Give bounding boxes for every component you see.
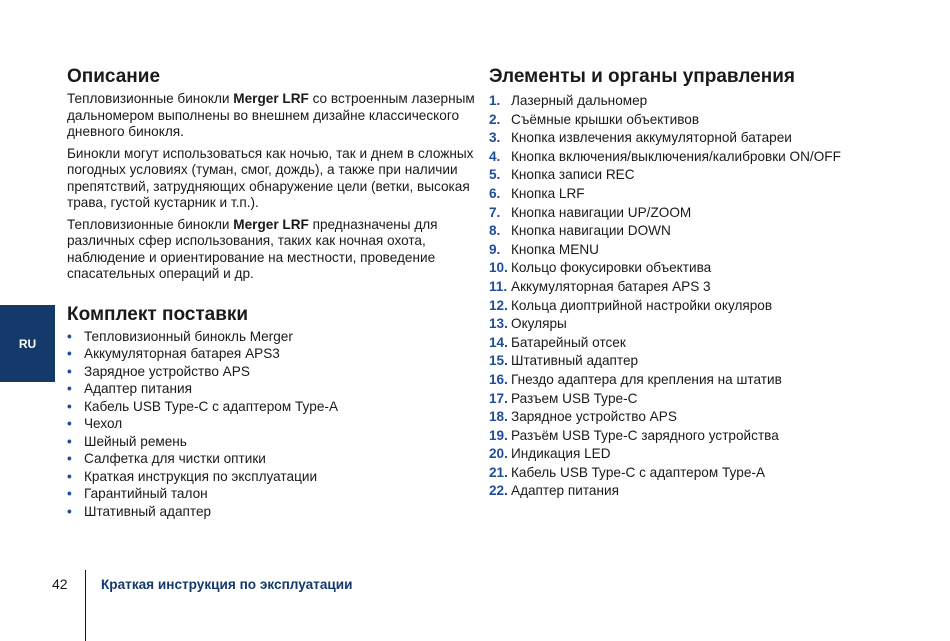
paragraph-text: предназначены для различных сфер использования, таких как ночная охота, наблюдение и ориентирование на местности, проведение спасательных операций и др. (67, 216, 438, 281)
element-item (489, 427, 909, 446)
bullet-icon: • (67, 486, 72, 501)
product-name: Merger LRF (233, 216, 309, 232)
description-paragraph (67, 217, 477, 283)
paragraph-text: Тепловизионные бинокли (67, 216, 234, 232)
element-number: 4. (489, 148, 501, 164)
bullet-icon: • (67, 363, 72, 379)
bullet-icon: • (67, 433, 72, 449)
kit-item (67, 345, 477, 363)
bullet-icon: • (67, 398, 72, 414)
paragraph-text: Бинокли могут использоваться как ночью, так и днем в сложных погодных условиях (туман, смог, дождь), а также при наличии препятствий, затрудняющих обнаружение цели (ветки, высокая трава, густой кустарник и т.п.). (67, 145, 474, 210)
element-label: Штативный адаптер (511, 353, 639, 369)
element-label: Кольцо фокусировки объектива (511, 260, 712, 276)
element-item (489, 111, 909, 130)
elements-list (489, 92, 909, 501)
kit-item (67, 450, 477, 468)
element-item (489, 222, 909, 241)
element-item (489, 166, 909, 185)
element-label: Кнопка извлечения аккумуляторной батареи (511, 130, 792, 146)
kit-item-label: Адаптер питания (84, 381, 192, 396)
element-number: 2. (489, 111, 501, 127)
bullet-icon: • (67, 328, 72, 344)
element-label: Гнездо адаптера для крепления на штатив (511, 371, 782, 387)
bullet-icon: • (67, 381, 72, 396)
kit-heading: Комплект поставки (67, 303, 249, 325)
element-item (489, 408, 909, 427)
element-label: Кнопка MENU (511, 241, 599, 257)
element-number: 21. (489, 464, 508, 480)
element-item (489, 464, 909, 483)
element-number: 5. (489, 167, 501, 183)
element-number: 16. (489, 371, 508, 387)
kit-list (67, 328, 477, 521)
element-item (489, 315, 909, 334)
element-label: Кнопка навигации UP/ZOOM (511, 204, 692, 220)
kit-item (67, 503, 477, 521)
kit-item-label: Штативный адаптер (84, 503, 212, 519)
element-item (489, 259, 909, 278)
kit-item-label: Тепловизионный бинокль Merger (84, 328, 293, 344)
kit-item-label: Салфетка для чистки оптики (84, 451, 266, 466)
kit-item-label: Шейный ремень (84, 433, 187, 449)
description-paragraph (67, 91, 477, 141)
footer-title: Краткая инструкция по эксплуатации (101, 577, 353, 592)
kit-item-label: Чехол (84, 416, 123, 431)
element-item (489, 241, 909, 260)
element-item (489, 278, 909, 297)
element-label: Батарейный отсек (511, 334, 626, 350)
element-label: Лазерный дальномер (511, 93, 648, 108)
element-number: 17. (489, 390, 508, 406)
element-number: 18. (489, 409, 508, 425)
bullet-icon: • (67, 503, 72, 519)
element-number: 11. (489, 278, 508, 294)
kit-item-label: Краткая инструкция по эксплуатации (84, 468, 318, 484)
kit-item-label: Аккумуляторная батарея APS3 (84, 346, 280, 361)
product-name: Merger LRF (233, 91, 309, 106)
element-label: Окуляры (511, 316, 567, 332)
element-item (489, 390, 909, 409)
element-number: 12. (489, 297, 508, 313)
kit-item (67, 328, 477, 346)
element-item (489, 148, 909, 167)
element-number: 14. (489, 334, 508, 350)
description-paragraphs (67, 91, 477, 283)
page-number: 42 (52, 576, 68, 592)
element-number: 1. (489, 93, 501, 108)
bullet-icon: • (67, 468, 72, 484)
kit-item (67, 363, 477, 381)
element-label: Кнопка включения/выключения/калибровки ON/OFF (511, 148, 841, 164)
kit-item (67, 398, 477, 416)
kit-item (67, 468, 477, 486)
kit-item-label: Кабель USB Type-C с адаптером Type-A (84, 398, 339, 414)
element-number: 8. (489, 223, 501, 239)
element-label: Разъем USB Type-C (511, 390, 638, 406)
element-item (489, 92, 909, 111)
element-item (489, 445, 909, 464)
element-number: 7. (489, 204, 501, 220)
element-number: 19. (489, 427, 508, 443)
element-label: Кабель USB Type-C с адаптером Type-A (511, 464, 766, 480)
element-number: 22. (489, 483, 508, 499)
kit-item-label: Зарядное устройство APS (84, 363, 250, 379)
element-number: 15. (489, 353, 508, 369)
description-paragraph (67, 146, 477, 212)
right-column (489, 66, 909, 501)
element-number: 10. (489, 260, 508, 276)
element-item (489, 185, 909, 204)
element-number: 9. (489, 241, 501, 257)
element-label: Индикация LED (511, 446, 611, 462)
element-number: 6. (489, 185, 501, 201)
element-label: Аккумуляторная батарея APS 3 (511, 278, 711, 294)
paragraph-text: Тепловизионные бинокли (67, 91, 234, 106)
bullet-icon: • (67, 416, 72, 431)
element-item (489, 334, 909, 353)
kit-item (67, 485, 477, 503)
element-label: Съёмные крышки объективов (511, 111, 700, 127)
kit-item (67, 415, 477, 433)
bullet-icon: • (67, 346, 72, 361)
element-item (489, 371, 909, 390)
bullet-icon: • (67, 451, 72, 466)
element-label: Кольца диоптрийной настройки окуляров (511, 297, 773, 313)
element-item (489, 352, 909, 371)
element-number: 3. (489, 130, 501, 146)
element-label: Кнопка записи REC (511, 167, 635, 183)
element-label: Кнопка навигации DOWN (511, 223, 671, 239)
elements-heading: Элементы и органы управления (489, 66, 795, 87)
kit-item-label: Гарантийный талон (84, 486, 208, 501)
footer-divider (85, 570, 86, 641)
language-tab (0, 305, 55, 382)
element-item (489, 129, 909, 148)
paragraph-text: со встроенным лазерным дальномером выполнены во внешнем дизайне классического дневного бинокля. (67, 91, 475, 139)
element-number: 20. (489, 446, 508, 462)
kit-item (67, 380, 477, 398)
language-label: RU (18, 336, 37, 351)
element-item (489, 482, 909, 501)
element-item (489, 204, 909, 223)
left-column (67, 66, 477, 520)
element-label: Адаптер питания (511, 483, 619, 499)
element-number: 13. (489, 316, 508, 332)
element-label: Кнопка LRF (511, 185, 585, 201)
kit-item (67, 433, 477, 451)
element-item (489, 297, 909, 316)
element-label: Зарядное устройство APS (511, 409, 677, 425)
element-label: Разъём USB Type-C зарядного устройства (511, 427, 779, 443)
description-heading: Описание (67, 66, 161, 87)
